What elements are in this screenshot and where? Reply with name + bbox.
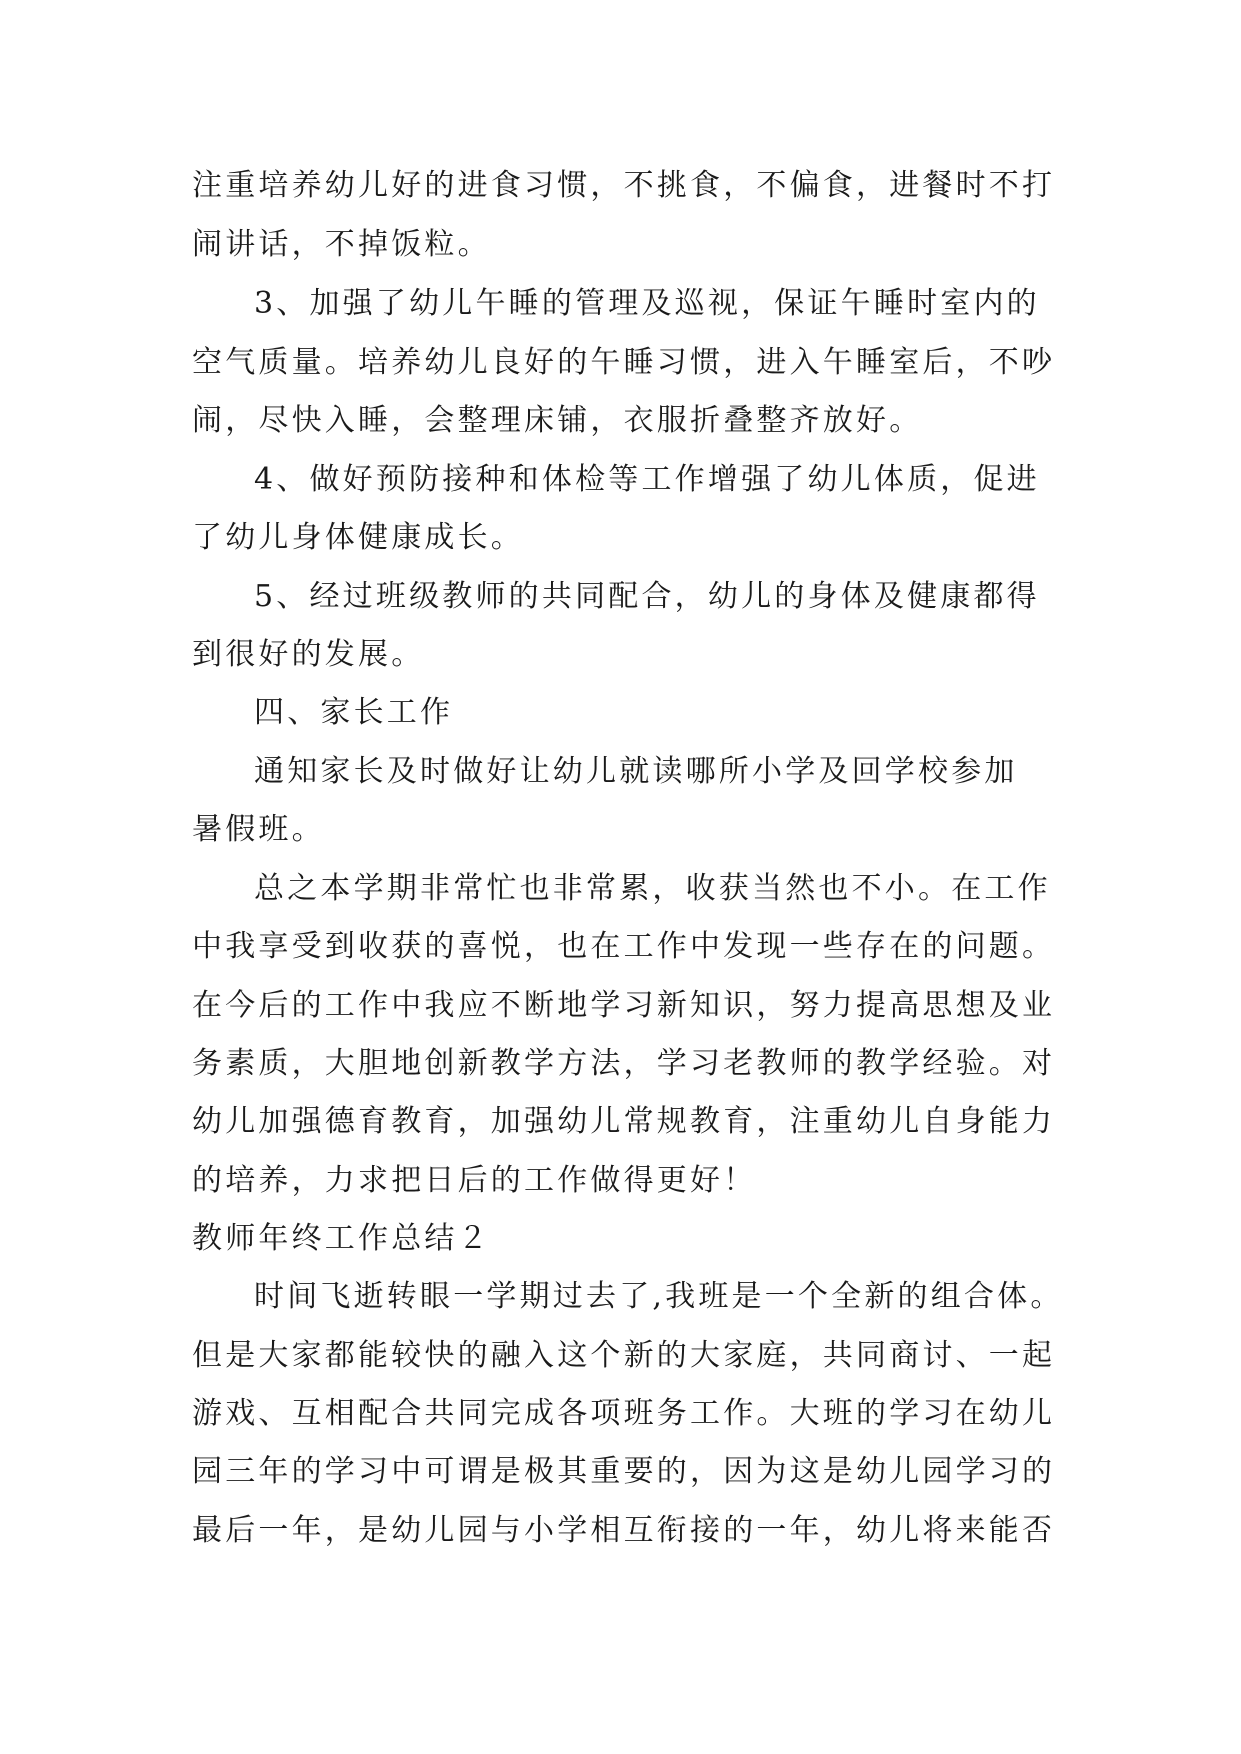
text-line: 注重培养幼儿好的进食习惯，不挑食，不偏食，进餐时不打 [192,168,1056,203]
text-line: 在今后的工作中我应不断地学习新知识，努力提高思想及业 [192,988,1056,1023]
document-title: 教师年终工作总结２ [192,1221,491,1256]
text-line: 到很好的发展。 [192,637,425,672]
text-line: 通知家长及时做好让幼儿就读哪所小学及回学校参加 [254,754,1018,789]
section-heading: 四、家长工作 [254,695,454,730]
text-line: 游戏、互相配合共同完成各项班务工作。大班的学习在幼儿 [192,1396,1056,1431]
text-line: 暑假班。 [192,812,325,847]
text-line: 了幼儿身体健康成长。 [192,520,524,555]
text-line: 时间飞逝转眼一学期过去了,我班是一个全新的组合体。 [254,1279,1064,1314]
text-line: 4、做好预防接种和体检等工作增强了幼儿体质，促进 [254,462,1040,497]
text-line: 务素质，大胆地创新教学方法，学习老教师的教学经验。对 [192,1046,1056,1081]
text-line: 闹，尽快入睡，会整理床铺，衣服折叠整齐放好。 [192,403,923,438]
text-line: 空气质量。培养幼儿良好的午睡习惯，进入午睡室后，不吵 [192,345,1056,380]
text-line: 总之本学期非常忙也非常累，收获当然也不小。在工作 [254,871,1051,906]
text-line: 园三年的学习中可谓是极其重要的，因为这是幼儿园学习的 [192,1454,1056,1489]
text-line: 3、加强了幼儿午睡的管理及巡视，保证午睡时室内的 [254,286,1040,321]
text-line: 5、经过班级教师的共同配合，幼儿的身体及健康都得 [254,579,1040,614]
text-line: 但是大家都能较快的融入这个新的大家庭，共同商讨、一起 [192,1338,1056,1373]
text-line: 闹讲话，不掉饭粒。 [192,227,491,262]
text-line: 最后一年，是幼儿园与小学相互衔接的一年，幼儿将来能否 [192,1513,1056,1548]
text-line: 中我享受到收获的喜悦，也在工作中发现一些存在的问题。 [192,929,1056,964]
text-line: 的培养，力求把日后的工作做得更好！ [192,1163,757,1198]
text-line: 幼儿加强德育教育，加强幼儿常规教育，注重幼儿自身能力 [192,1104,1056,1139]
